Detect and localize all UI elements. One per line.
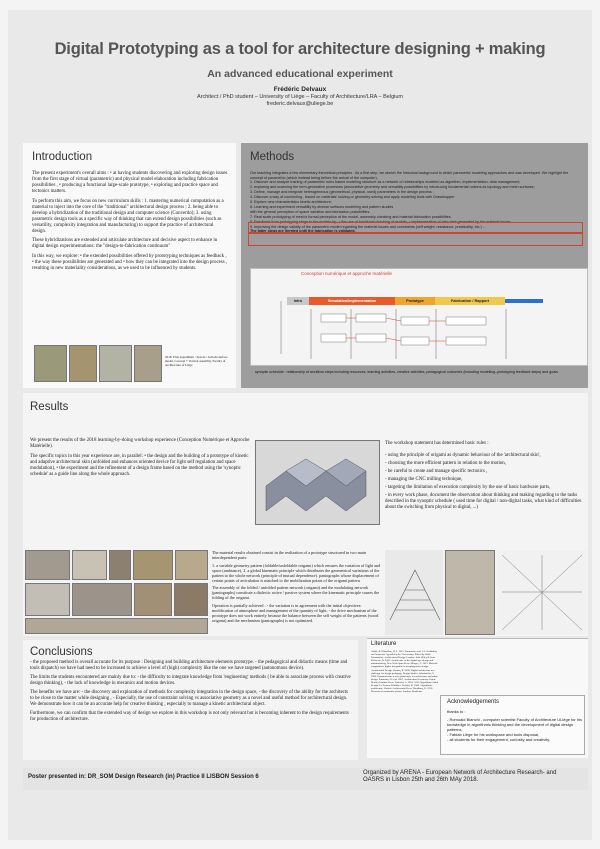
methods-step-8: 8. Feedback from prototyping stage to the models by : • the use of functional checking of models, • implementation of new data generated by the material issues. [250,219,512,224]
intro-paragraph-2: To perform this aim, we focus on new curriculum skills : 1. mastering numerical computation as a material to inject into the core of the "traditional" architectural design process ; 2. being able to develop a hybridization of the traditional design and computer science (Converdo); 3. using parametric design tools as a specific way of thinking that can extend design possibilities (such as versatility, complexity integration and manufacturing) to support the practice of architectural design. [32,198,224,234]
conclusion-paragraph-2: The limits the students encountered are mainly due to: - the difficulty to integrate knowledge from 'engineering' methods ( be able to associate process with creative design thinking), - the lack of knowledge in mecanics and motion devices. [30,675,351,686]
stage-intro: Intro [287,297,309,305]
gallery-photo-5 [175,550,208,580]
rule-6: - in every work phase, document the observation about thinking and making regarding to the tasks described in the synoptic schedule ( used time for digital / non-digital tasks, what kind of difficulties about the switching from physical to digital, ...) [385,493,582,510]
prototype-photo-1 [34,345,67,382]
gallery-photo-10 [25,618,208,634]
diagram-box-6 [356,334,386,342]
gallery-photo-1 [25,550,70,580]
gallery-photo-8 [134,583,172,616]
methods-step-9: 9. Improving the design validity of the parametric model regarding the material issues and constraints (self weight, resistance, practicality, etc.) ... [250,224,486,229]
author-email[interactable]: frederic.delvaux@uliege.be [266,101,334,107]
intro-paragraph-4: In this way, we explore: • the extended possibilities offered by prototyping techniques as feedback , • the way these possibilities are generated and • how they can be integrated into the design process , resulting in new materiality considerations, as we used to be influenced by students. [32,253,228,271]
material-results-text [212,550,382,625]
pattern-lines [497,550,587,635]
photo-caption: 2016: First experiment : Spaces / Actions surface model. Concept + Vertical assembly. Faculty of Architecture of Liège [165,355,228,367]
conclusion-paragraph-3: The benefits we have are: - the discovery and exploration of methods for complexity integration in the design space, - the discovery of the ability for the architects to be close to the matter while designing , - Especially, the use of constraint solving vs associative geometry as a novel and useful method for architectural design. We demonstrate how it can be an accurate help for creative thinking , especially to manage a kinetic architectural object. [30,690,349,707]
footer-organizer-line-2: OASRS in Lisbon 25th and 26th MAy 2018. [363,777,479,783]
highlight-frame-2 [248,233,583,246]
poster-title: Digital Prototyping as a tool for architecture designing + making [54,40,546,58]
methods-step-7: 7. Real scale prototyping of mesh's formal perception of the model, assembly checking and material fabrication possibilities. [250,214,452,219]
methods-step-6b: with the general perception of space variation and fabrication possibilities. [250,209,371,214]
footer-organizer-line-1: Organized by ARENA - European Network of Architecture Research- and [363,770,557,776]
structure-photo [445,550,495,635]
gallery-photo-9 [174,583,208,616]
structure-sketch-1 [385,550,443,635]
gallery-photo-2 [72,550,107,580]
methods-iteration-note: The latter steps are iterated until the fabrication is validated. [250,229,356,234]
diagram-box-5 [321,334,346,342]
intro-paragraph-3: These hybridizations are extended and articulate architecture and decisive aspect to enhance in digital design experimentations: the "design-to-fabrication continuum" [32,238,218,249]
methods-step-3: 3. Define, manage and integrate heterogeneous (geometrical, physical, used) parameters in the design process ; [250,190,434,195]
diagram-box-7 [401,337,429,345]
conclusion-paragraph-1: - the proposed method is overall accurate for its purpose : Designing and building architecture elements prototype. - the pedagogical and didactic means (time and tools dispatch) we have had need to be increased to achieve a level of (high) complexity like the one we have targeted (autonomous device). [30,660,348,671]
rule-3: - be careful to create and manage specific tectonics , [385,469,488,474]
stage-fabrication: Fabrication / Rapport [435,297,505,305]
gallery-photo-6 [25,583,70,616]
results-paragraph-1: We present the results of the 2018 learning-by-doing workshop experience (Conception Numérique et Approche Matérielle). [30,438,250,449]
acknowledgements-intro: thanks to : [447,709,466,714]
prototype-photo-2 [69,345,97,382]
methods-step-6: 6. Learning and experiment versatility by diverse surfaces modelling and pattern studies [250,204,394,209]
material-paragraph-3: The assembly of the folded / unfolded pattern network (origami) and the modulating network (pantographs) constitute a dialectic active / passive system where the kinematic principle causes the folding of the origami. [212,585,380,600]
rule-1: - using the principle of origami as dynamic behaviour of the 'architectural skin', [385,453,541,458]
literature-title: Literature [371,641,397,647]
rule-2: - choosing the more efficient pattern in relation to the motion, [385,461,506,466]
methods-step-5: 5. Explore new characteristics kinetic architecture; [250,200,332,205]
gallery-photo-7 [72,583,132,616]
pattern-diagram [497,550,587,635]
introduction-text [32,171,228,275]
structure-path-1 [390,570,440,620]
material-paragraph-4: Operation is partially achieved : - the variation is in agreement with the initial objectives: modification of atmosphere and management of the quantity of light, - the drive mechanism of the prototype does not work entirely because the balance between the self weight of the patterns (wood origami) and the mechanism (pantographs) is not optimized. [212,602,379,623]
results-title: Results [30,401,69,413]
acknowledgement-item: - Romuald Bianchi - computer scientist Faculty of Architecture ULiège for his knowledge in algorithmic thinking and the development of digital design patterns, [447,717,582,732]
acknowledgement-item: - all students for their engagement, curiosity and creativity. [447,737,551,742]
prototype-photo-4 [134,345,162,382]
material-paragraph-1: The material results obtained consist in the realization of a prototype structured in two main interdependent parts: [212,550,366,560]
acknowledgements-text [447,700,582,742]
origami-pattern [256,441,381,526]
diagram-title: Conception numérique et approche matérielle [301,271,393,276]
acknowledgements-title: Acknowledgements [447,699,500,705]
rule-4: - managing the CNC milling technique, [385,477,463,482]
gallery-photo-4 [133,550,173,580]
diagram-box-4 [446,317,486,325]
results-paragraph-2: The specific topics in this year experience are, in parallel: • the design and the building of a prototype of kinetic and adaptive architectural skin (unfolded and enhances oriented device for light self regulation and space modulation), • the experiment and the refinement of a design frame based on the method using the 'synoptic schedule' as a guide line along the whole approach. [30,454,249,477]
author-name: Frédéric Delvaux [273,86,327,93]
synoptic-caption: synoptic schedule : relationship of workflow steps including resources, learning activities, creative activities, pedagogical outcomes (including modelling–prototyping feedback steps) and goals. [255,370,559,374]
acknowledgement-item: - Fablab Liège for his workspace and tools disposal, [447,732,540,737]
methods-step-1: 1. Discover and analyze training of parametric rules based modeling structure as a network of relationships modeled as algorithm, implementation, data management; [250,180,521,185]
diagram-flow-lines [251,269,589,367]
gallery-photo-3 [109,550,131,580]
pattern-path [502,555,582,630]
conclusions-text [30,660,352,726]
methods-step-2: 2. exploring and scanning the form-generative processes (associative geometry and versatility possibilities by introducing fundamental notions as topology and mesh surfaces; [250,185,535,190]
structure-lines-1 [385,550,443,635]
diagram-box-2 [356,314,386,322]
diagram-box-8 [446,337,486,345]
conclusion-paragraph-4: Furthermore, we can confirm that the extended way of design we explore in this workshop is not only relevant but is becoming inherent to the design requirements for production of architecture. [30,711,349,722]
material-paragraph-2: 1. a variable geometry pattern (foldable/unfoldable origami) which ensures the variation of light and space (ambiance), 2. a global kinematic principle which distributes the geometrical variations of the pattern to the whole network (principle of mutual dependence). pantographs whose displacement of certain points of articulation is matched to the mobilization points of the origami pattern [212,562,381,583]
stage-prototype: Prototype [395,297,435,305]
author-affiliation: Architect / PhD student – University of Liège – Faculty of Architecture/LRA – Belgium [196,94,404,100]
footer-organized-by [363,770,556,784]
conclusions-title: Conclusions [30,646,93,658]
poster-subtitle: An advanced educational experiment [207,68,393,80]
rule-5: - targeting the limitation of execution complexity by the use of basic hardware parts, [385,485,551,490]
methods-paragraph-1: Our teaching integrates a few elementary theoretical principles . As a first step, we sketch the historical background to which parametric modeling approaches and was developed. We highlight the concept of parametric (which instead being before the arrival of the computer). [250,171,569,180]
methods-step-4: 4. Discover a way of connecting , based on materials' solving or geometry solving and apply modeling tools with Grasshopper [250,195,455,200]
stage-simulation: Simulation/implementation [309,297,395,305]
diagram-box-1 [321,314,346,322]
synoptic-diagram [250,268,588,366]
introduction-title: Introduction [32,151,93,163]
workshop-rules [385,441,585,513]
prototype-photo-3 [99,345,132,382]
footer-presented-in: Poster presented in: DR_SOM Design Research (in) Practice II LISBON Session 6 [28,774,259,780]
results-text [30,438,250,478]
literature-list: Abitik, B. Elbazilian, H. L. 2015. Parametric cost: 2.0. Scalability for Parametric Agenda for the 21st century. Edited by Ralfo Schumacher. Architectural Design. London: John Wiley & Sons. Kolarevic, B. 2003. Architecture in the digital age: design and manufacturing. New York: Spon Press. Menges, A. 2012. Material computation: higher integration in morphogenetic design. Architectural Design. Oxman, R. 2008. Digital architecture as a challenge for design pedagogy. Design Studies. Schumacher, P. 2009. Parametricism: a new global style for architecture and urban design. Pottmann, H. et al. 2007. Architectural Geometry. Exton: Bentley Institute Press. Tedeschi, A. 2014. AAD Algorithms-Aided Design. Le Penseur Publisher. Terzidis, K. 2006. Algorithmic architecture. Oxford: Architectural Press. Woodbury, R. 2010. Elements of parametric design. London: Routledge. [371,650,439,692]
rules-intro: The workshop statement has determined basic rules : [385,441,489,446]
origami-render [255,440,380,525]
intro-paragraph-1: The present experiment's overall aims : • at having students discovering and exploring design issues from the first stage of virtual (parametric) and physical model elaboration including fabrication possibilities , • producing a functional large-scale prototype, • exploring and practice space and tectonics matters. [32,171,228,194]
diagram-box-3 [401,317,429,325]
methods-title: Methods [250,151,295,163]
author-block [0,86,600,108]
